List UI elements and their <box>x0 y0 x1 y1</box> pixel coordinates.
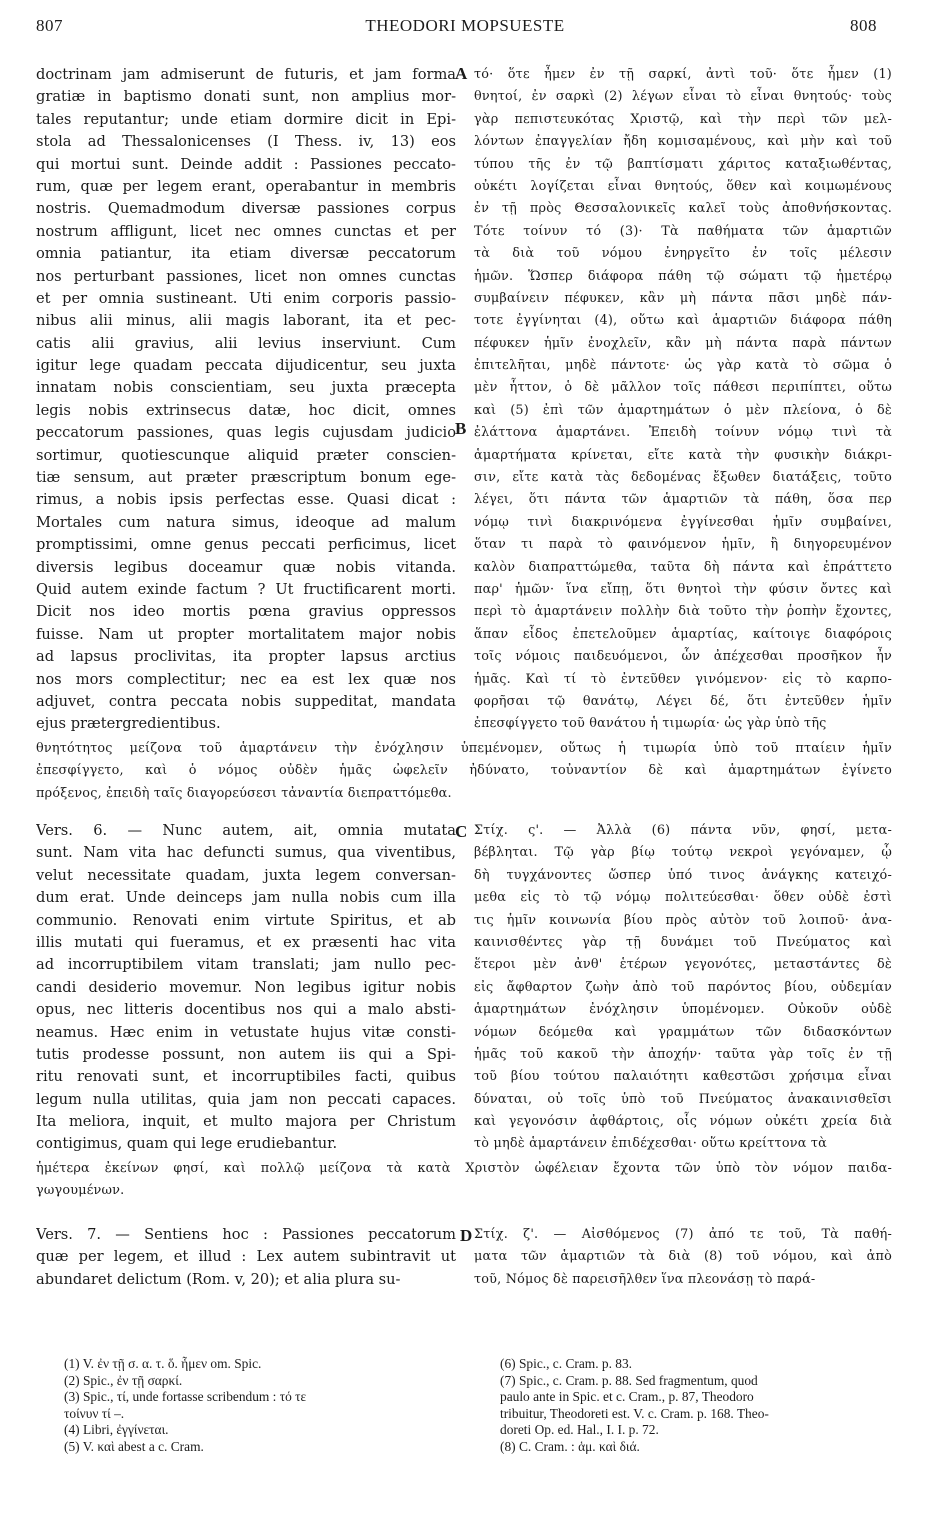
text-line: (5) V. καὶ abest a c. Cram. <box>64 1438 204 1454</box>
text-line: candi desiderio movemur. Non legibus igitur nobis <box>36 978 456 996</box>
latin-column-1 <box>36 64 456 736</box>
text-line: fuisse. Nam ut propter mortalitatem major nobis <box>36 625 456 643</box>
greek-column-2 <box>474 820 892 1156</box>
text-line: adjuvet, contra peccata nobis suppeditat, mandata <box>36 692 456 710</box>
text-line: πέφυκεν ἡμῖν ἐνοχλεῖν, κἂν μὴ πάντα παρὰ πάντων <box>474 335 892 351</box>
page-number-right: 808 <box>850 16 877 35</box>
text-line: ἐλάττονα ἁμαρτάνει. Ἐπειδὴ τοίνυν νόμῳ τινὶ τὰ <box>474 425 892 441</box>
text-line: stola ad Thessalonicenses (I Thess. iv, 13) eos <box>36 133 456 151</box>
margin-letter-d: D <box>460 1226 473 1245</box>
text-line: ad lapsus proclivitas, ita propter lapsus arctius <box>36 648 456 666</box>
text-line: θνητότητος μείζονα τοῦ ἁμαρτάνειν τὴν ἐνόχλησιν ὑπεμένομεν, οὕτως ἡ τιμωρία ὑπὸ τοῦ πταίειν ἡμῖν <box>36 741 892 756</box>
text-line: ἡμέτερα ἐκείνων φησί, καὶ πολλῷ μείζονα τὰ κατὰ Χριστὸν ὠφέλειαν ἔχοντα τῶν ὑπὸ τὸν νόμον παιδα- <box>36 1161 892 1176</box>
text-line: συμβαίνειν πέφυκεν, κἂν μὴ πάντα πᾶσι μηδὲ πάν- <box>474 290 892 306</box>
text-line: γωγουμένων. <box>36 1183 125 1199</box>
text-line: (7) Spic., c. Cram. p. 88. Sed fragmentum, quod <box>500 1372 758 1388</box>
text-line: ἡμῶν. Ὥσπερ διάφορα πάθη τῷ σώματι τῷ ἡμετέρῳ <box>474 268 892 284</box>
text-line: βέβληται. Τῷ γὰρ βίῳ τούτῳ νεκροὶ γεγόναμεν, ᾧ <box>474 845 892 861</box>
text-line: τις ἡμῖν κοινωνία βίου πρὸς αὐτὸν τοῦ λοιποῦ· ἀνα- <box>474 912 892 928</box>
text-line: tribuitur, Theodoreti est. V. c. Cram. p. 168. Theo- <box>500 1405 769 1421</box>
text-line: ritu renovati sunt, et incorruptibiles facti, quibus <box>36 1068 456 1086</box>
text-line: nibus alii minus, alii magis laborant, ita et pec- <box>36 312 456 330</box>
text-line: Mortales cum natura simus, ideoque ad malum <box>36 513 456 531</box>
text-line: contigimus, quam qui lege erudiebantur. <box>36 1135 338 1153</box>
text-line: εἰς ἄφθαρτον ζωὴν ἀπὸ τοῦ παρόντος βίου, οὐδεμίαν <box>474 979 892 995</box>
text-line: rimus, a nobis ipsis perfectas esse. Quasi dicat : <box>36 491 456 509</box>
text-line: doctrinam jam admiserunt de futuris, et jam forma <box>36 66 456 83</box>
text-line: φορῆσαι τῷ θανάτῳ, Λέγει δέ, ὅτι ἐντεῦθεν ἡμῖν <box>474 693 892 709</box>
text-line: illis mutati qui fueramus, et ex præsenti hac vita <box>36 933 456 951</box>
text-line: λέγει, ὅτι πάντα τῶν ἁμαρτιῶν τὰ πάθη, ὅσα περ <box>474 492 892 508</box>
latin-column-2 <box>36 820 456 1156</box>
text-line: Vers. 6. — Nunc autem, ait, omnia mutata <box>36 822 456 839</box>
text-line: innatam nobis conscientiam, seu juxta præcepta <box>36 379 456 397</box>
text-line: et per omnia sustineant. Uti enim corporis passio- <box>36 289 456 307</box>
text-line: ἁμαρτημάτων ἐνόχλησιν ὑπομένομεν. Οὐκοῦν οὐδὲ <box>474 1002 892 1018</box>
text-line: velut necessitate quadam, juxta legem conversan- <box>36 866 456 884</box>
text-line: qui mortui sunt. Deinde addit : Passiones peccato- <box>36 155 456 173</box>
text-line: ejus prætergredientibus. <box>36 715 221 733</box>
text-line: Τότε τοίνυν τό (3)· Τὰ παθήματα τῶν ἁμαρτιῶν <box>474 223 892 239</box>
greek-column-1 <box>474 64 892 736</box>
text-line: ἐν τῇ πρὸς Θεσσαλονικεῖς καλεῖ τοὺς ἀποθνήσκοντας. <box>474 201 892 217</box>
text-line: peccatorum passiones, quas legis cujusdam judicio <box>36 424 456 442</box>
text-line: omnia patiantur, ita etiam diversæ peccatorum <box>36 245 456 263</box>
text-line: ἐπεσφίγγετο τοῦ θανάτου ἡ τιμωρία· ὡς γὰρ ὑπὸ τῆς <box>474 716 827 732</box>
greek-fullwidth-1 <box>36 738 892 805</box>
margin-letter-a: A <box>455 64 468 83</box>
text-line: τὰ διὰ τοῦ νόμου ἐνηργεῖτο ἐν τοῖς μέλεσιν <box>474 246 892 262</box>
text-line: δύναται, οὐ τοῖς ὑπὸ τοῦ Πνεύματος ἀνακαινισθεῖσι <box>474 1091 892 1107</box>
latin-column-3 <box>36 1224 456 1291</box>
text-line: doreti Op. ed. Hal., I. I. p. 72. <box>500 1422 659 1438</box>
text-line: rum, quæ per legem erant, operabantur in membris <box>36 177 456 195</box>
text-line: communio. Renovati enim virtute Spiritus, et ab <box>36 911 456 929</box>
text-line: gratiæ in baptismo donati sunt, non amplius mor- <box>36 88 456 106</box>
text-line: Στίχ. ζ'. — Αἰσθόμενος (7) ἀπό τε τοῦ, Τὰ παθή- <box>474 1227 892 1242</box>
text-line: μὲν ἧττον, ὁ δὲ μᾶλλον τοῖς πάθεσι περιπίπτει, οὕτω <box>474 380 892 396</box>
text-line: opus, nec litteris docentibus nos qui a malo absti- <box>36 1001 456 1019</box>
text-line: tiæ sensum, aut præter præscriptum bonum ege- <box>36 469 456 487</box>
text-line: (6) Spic., c. Cram. p. 83. <box>500 1356 633 1371</box>
text-line: (8) C. Cram. : ἁμ. καὶ διά. <box>500 1438 640 1454</box>
text-line: (1) V. ἐν τῇ σ. α. τ. ὅ. ἦμεν om. Spic. <box>64 1356 262 1371</box>
text-line: (2) Spic., ἐν τῇ σαρκί. <box>64 1372 183 1388</box>
running-title: THEODORI MOPSUESTE <box>365 16 565 35</box>
text-line: legum nulla utilitas, quia jam non peccati capaces. <box>36 1090 456 1108</box>
text-line: nos perturbant passiones, licet non omnes cunctas <box>36 267 456 285</box>
text-line: paulo ante in Spic. et c. Cram., p. 87, Theodoro <box>500 1389 754 1405</box>
text-line: diversis legibus doceamur quæ nobis vitanda. <box>36 558 456 576</box>
text-line: ἁμαρτήματα κρίνεται, εἴτε κατὰ τὴν φυσικὴν διάκρι- <box>474 447 892 463</box>
text-line: (4) Libri, ἐγγίνεται. <box>64 1422 169 1438</box>
page-number-left: 807 <box>36 16 63 35</box>
text-line: sunt. Nam vita hac defuncti sumus, qua viventibus, <box>36 844 456 862</box>
text-line: ἡμᾶς. Καὶ τί τὸ ἐντεῦθεν γινόμενον· εἰς τὸ καρπο- <box>474 671 892 687</box>
text-line: igitur lege quadam peccata dijudicentur, seu juxta <box>36 357 456 375</box>
text-line: ad incorruptibilem vitam translati; jam nullo pec- <box>36 956 456 974</box>
text-line: σιν, εἴτε κατὰ τὰς δεδομένας ἔξωθεν διατάξεις, τοῦτο <box>474 470 892 486</box>
text-line: τοῦ, Νόμος δὲ παρεισῆλθεν ἵνα πλεονάσῃ τὸ παρά- <box>474 1271 816 1287</box>
text-line: Quid autem exinde factum ? Ut fructificarent morti. <box>36 580 456 598</box>
text-line: γὰρ πεπιστευκότας Χριστῷ, καὶ τὴν περὶ τῶν μελ- <box>474 111 892 127</box>
text-line: παρ' ἡμῶν· ἵνα εἴπῃ, ὅτι θνητοὶ τὴν φύσιν ὄντες καὶ <box>474 581 892 597</box>
text-line: τὸ μηδὲ ἁμαρτάνειν ἐπιδέχεσθαι· οὕτω κρείττονα τὰ <box>474 1136 827 1152</box>
text-line: τό· ὅτε ἦμεν ἐν τῇ σαρκί, ἀντὶ τοῦ· ὅτε ἦμεν (1) <box>474 67 892 82</box>
text-line: μεθα εἰς τὸ τῷ νόμῳ πολιτεύεσθαι· ὅθεν οὐδὲ ἐστὶ <box>474 890 892 906</box>
margin-letter-c: C <box>455 822 468 841</box>
text-line: (3) Spic., τί, unde fortasse scribendum : τό τε <box>64 1389 307 1405</box>
footnotes-right <box>500 1356 892 1456</box>
text-line: quæ per legem, et illud : Lex autem subintravit ut <box>36 1248 456 1266</box>
text-line: Dicit nos ideo mortis pœna gravius oppressos <box>36 603 456 621</box>
footnotes-left <box>64 1356 464 1456</box>
text-line: ἐπεσφίγγετο, καὶ ὁ νόμος οὐδὲν ἡμᾶς ὠφελεῖν ἠδύνατο, τοὐναντίον δὲ καὶ ἁμαρτημάτων ἐγίνετο <box>36 763 892 779</box>
text-line: legis nobis extrinsecus datæ, hoc dicit, omnes <box>36 401 456 419</box>
text-line: καὶ (5) ἐπὶ τῶν ἁμαρτημάτων ὁ μὲν πλείονα, ὁ δὲ <box>474 402 892 418</box>
text-line: νόμων δεόμεθα καὶ γραμμάτων τῶν διδασκόντων <box>474 1024 892 1040</box>
greek-fullwidth-2 <box>36 1158 892 1203</box>
text-line: θνητοί, ἐν σαρκὶ (2) λέγων εἶναι τὸ εἶναι θνητούς· τοὺς <box>474 89 892 105</box>
text-line: καινισθέντες γὰρ τῇ δυνάμει τοῦ Πνεύματος καὶ <box>474 934 892 950</box>
text-line: Ita meliora, inquit, et multo majora per Christum <box>36 1113 456 1131</box>
text-line: καὶ γεγονόσιν ἀφθάρτοις, οἷς νόμων οὐκέτι χρεία διὰ <box>474 1114 892 1130</box>
text-line: promptissimi, omne genus peccati perficimus, licet <box>36 536 456 554</box>
text-line: neamus. Hæc enim in vetustate hujus vitæ consti- <box>36 1023 456 1041</box>
text-line: tales reputantur; unde etiam dormire dicit in Epi- <box>36 110 456 128</box>
text-line: ἕτεροι μὲν ἀνθ' ἑτέρων γεγονότες, μεταστάντες δὲ <box>474 957 892 973</box>
text-line: δὴ τυγχάνοντες ὥσπερ ὑπό τινος ἀνάγκης κατειχό- <box>474 867 892 883</box>
text-line: νόμῳ τινὶ διακρινόμενα ἐγγίνεσθαι ἡμῖν συμβαίνει, <box>474 514 892 530</box>
text-line: τοῦ βίου τούτου παλαιότητι καθεστῶσι χρήσιμα εἶναι <box>474 1069 892 1085</box>
text-line: Στίχ. ς'. — Ἀλλὰ (6) πάντα νῦν, φησί, μετα- <box>474 823 892 838</box>
text-line: abundaret delictum (Rom. v, 20); et alia plura su- <box>36 1270 401 1288</box>
text-line: πρόξενος, ἐπειδὴ ταῖς διαγορεύσεσι τἀναντία διεπραττόμεθα. <box>36 785 452 801</box>
margin-letter-b: B <box>455 419 467 438</box>
text-line: τοῖς νόμοις παιδευόμενοι, ὧν ἀπέχεσθαι προσῆκον ἦν <box>474 649 892 665</box>
text-line: Vers. 7. — Sentiens hoc : Passiones peccatorum <box>36 1226 456 1243</box>
text-line: ἐπιτελῆται, μηδὲ πάντοτε· ὡς γὰρ κατὰ τὸ σῶμα ὁ <box>474 358 892 374</box>
greek-column-3 <box>474 1224 892 1291</box>
text-line: ἡμᾶς τοῦ κακοῦ τὴν ἀποχήν· ταῦτα γὰρ τοῖς ἐν τῇ <box>474 1046 892 1062</box>
text-line: οὐκέτι λογίζεται εἶναι θνητούς, ὅθεν καὶ κοιμωμένους <box>474 178 892 194</box>
text-line: sortimur, quotiescunque aliquid præter conscien- <box>36 446 456 464</box>
text-line: τοτε ἐγγίνηται (4), οὕτω καὶ ἁμαρτιῶν διάφορα πάθη <box>474 313 892 329</box>
text-line: ματα τῶν ἁμαρτιῶν τὰ διὰ (8) τοῦ νόμου, καὶ ἀπὸ <box>474 1249 892 1265</box>
text-line: dum erat. Unde deinceps jam nulla nobis cum illa <box>36 889 456 907</box>
text-line: τύπου τῆς ἐν τῷ βαπτίσματι χάριτος καταξιωθέντας, <box>474 156 892 172</box>
text-line: nos mors complectitur; nec ea est lex quæ nos <box>36 670 456 688</box>
text-line: τοίνυν τί –. <box>64 1405 125 1421</box>
text-line: nostris. Quemadmodum diversæ passiones corpus <box>36 200 456 218</box>
text-line: περὶ τὸ ἁμαρτάνειν πολλὴν διὰ τοῦτο τὴν ῥοπὴν ἔχοντες, <box>474 604 892 620</box>
text-line: καλὸν διαπραττώμεθα, ταῦτα δὴ πάντα καὶ ἐπράττετο <box>474 559 892 575</box>
text-line: tutis prodesse possunt, non autem iis qui a Spi- <box>36 1045 456 1063</box>
text-line: nostrum affligunt, licet nec omnes cunctas et per <box>36 222 456 240</box>
text-line: catis alii gravius, alii levius inserviunt. Cum <box>36 334 456 352</box>
text-line: ἅπαν εἶδος ἐπετελοῦμεν ἁμαρτίας, καίτοιγε διαφόροις <box>474 626 892 642</box>
text-line: λόντων ἐπαγγελίαν ἤδη κομισαμένους, καὶ μὴν καὶ τοῦ <box>474 134 892 150</box>
text-line: ὅταν τι παρὰ τὸ φαινόμενον ἡμῖν, ἢ διηγορευμένον <box>474 537 892 553</box>
